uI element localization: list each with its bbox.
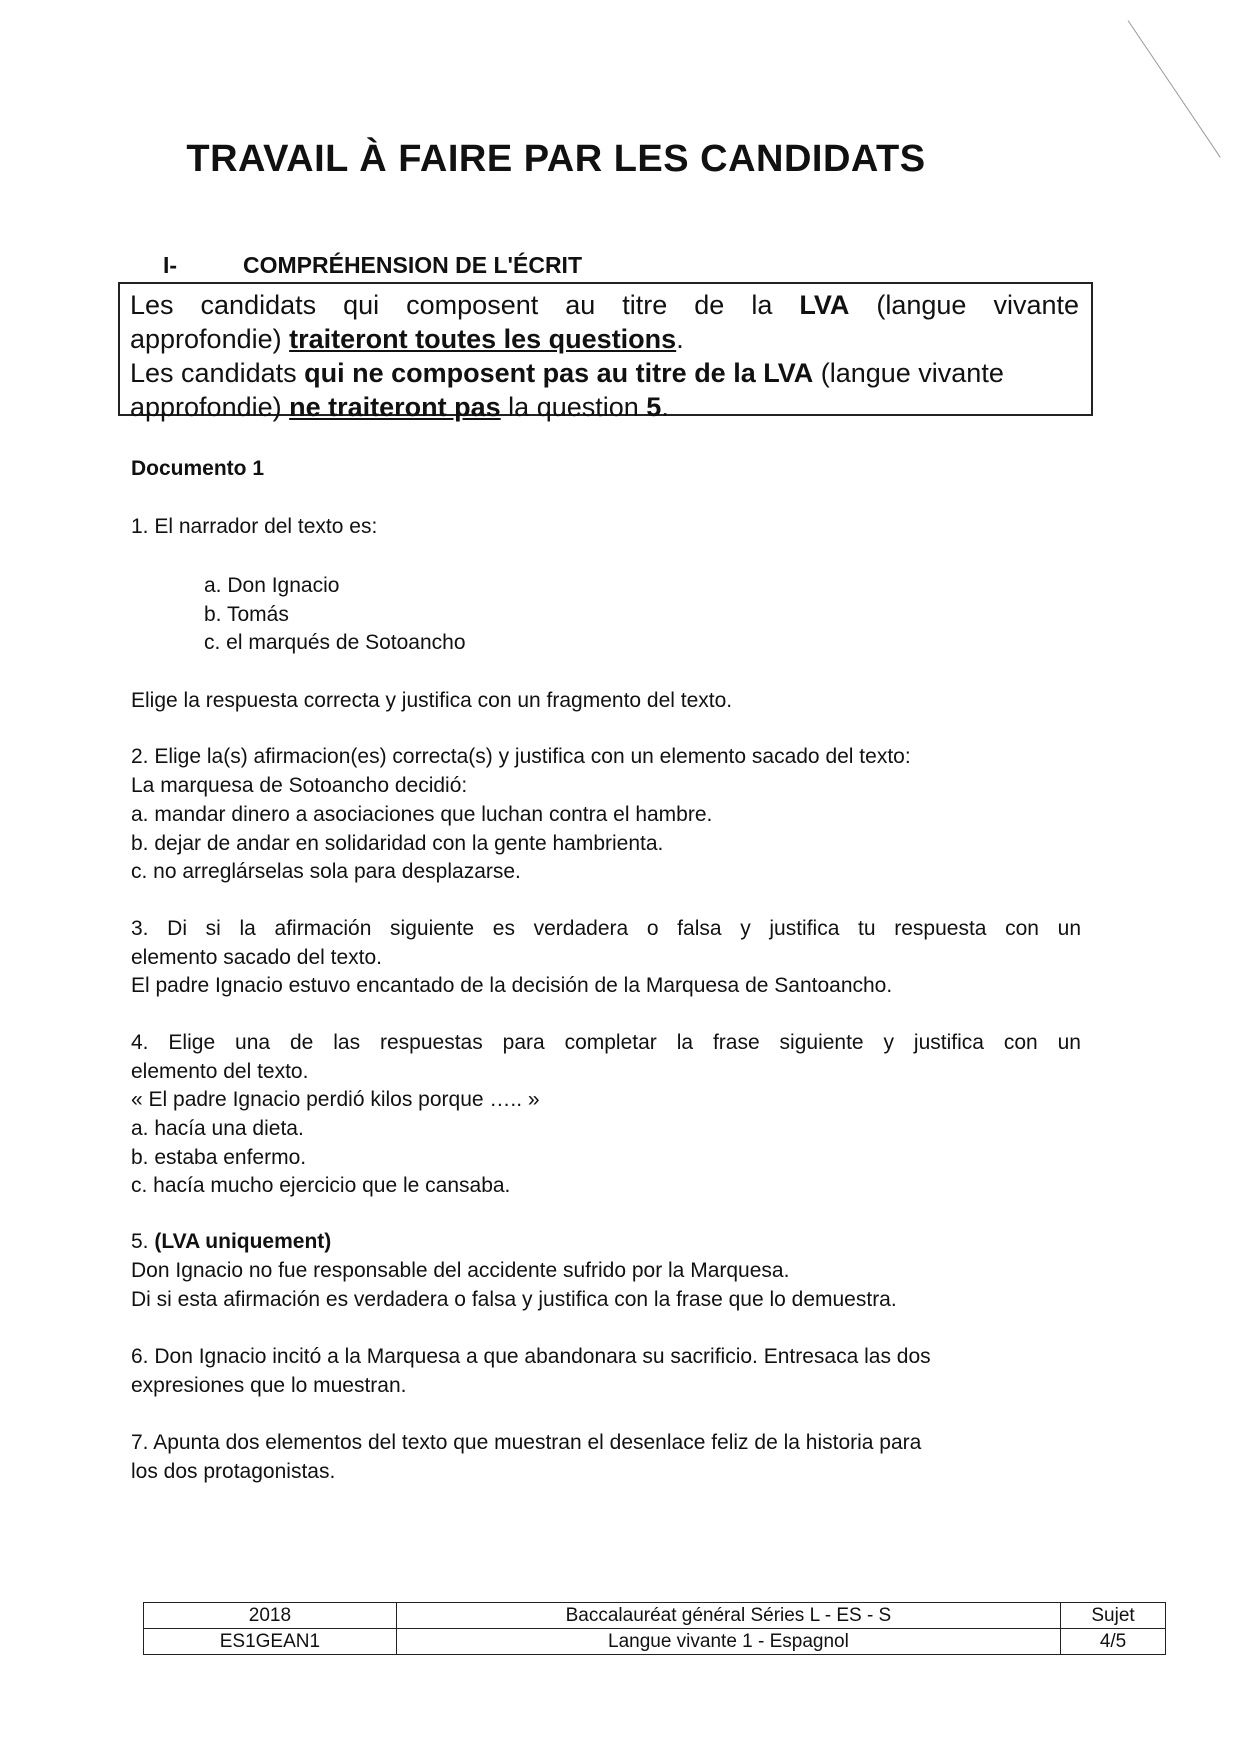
question-1-option-c: c. el marqués de Sotoancho (204, 631, 466, 654)
lva-label: (LVA uniquement) (154, 1230, 332, 1253)
section-number: I- (163, 252, 178, 278)
question-6-line-2: expresiones que lo muestran. (131, 1374, 407, 1397)
question-2-lead: La marquesa de Sotoancho decidió: (131, 774, 468, 797)
question-1-instruction: Elige la respuesta correcta y justifica con un fragmento del texto. (131, 689, 733, 712)
question-6-line-1: 6. Don Ignacio incitó a la Marquesa a que abandonara su sacrificio. Entresaca las dos (131, 1345, 931, 1368)
question-2: 2. Elige la(s) afirmacion(es) correcta(s) y justifica con un elemento sacado del texto: (131, 745, 911, 768)
question-4-option-c: c. hacía mucho ejercicio que le cansaba. (131, 1174, 511, 1197)
question-4-sentence: « El padre Ignacio perdió kilos porque ….. » (131, 1088, 540, 1111)
notice-line-2: approfondie) traiteront toutes les questions. (130, 324, 684, 354)
footer-table (143, 1602, 1166, 1655)
question-5-line-2: Di si esta afirmación es verdadera o falsa y justifica con la frase que lo demuestra. (131, 1288, 897, 1311)
footer-row (144, 1603, 1166, 1629)
footer-row (144, 1629, 1166, 1655)
section-title: COMPRÉHENSION DE L'ÉCRIT (243, 252, 582, 278)
footer-code: ES1GEAN1 (144, 1629, 397, 1655)
question-1-option-a: a. Don Ignacio (204, 574, 340, 597)
footer-exam: Baccalauréat général Séries L - ES - S (396, 1603, 1060, 1629)
question-4-option-b: b. estaba enfermo. (131, 1146, 307, 1169)
question-1-option-b: b. Tomás (204, 603, 289, 626)
footer-page: 4/5 (1061, 1629, 1166, 1655)
notice-line-4: approfondie) ne traiteront pas la question 5. (130, 392, 669, 422)
question-5-line-1: Don Ignacio no fue responsable del accidente sufrido por la Marquesa. (131, 1259, 790, 1282)
notice-line-1: Les candidats qui composent au titre de la LVA (langue vivante (130, 290, 1079, 320)
question-2-option-c: c. no arreglárselas sola para desplazarse. (131, 860, 521, 883)
question-3-statement: El padre Ignacio estuvo encantado de la decisión de la Marquesa de Santoancho. (131, 974, 893, 997)
page-title: TRAVAIL À FAIRE PAR LES CANDIDATS (186, 138, 926, 180)
question-4-line-1: 4. Elige una de las respuestas para completar la frase siguiente y justifica con un (131, 1031, 1081, 1054)
footer-subject: Langue vivante 1 - Espagnol (396, 1629, 1060, 1655)
question-2-option-a: a. mandar dinero a asociaciones que luchan contra el hambre. (131, 803, 713, 826)
question-4-option-a: a. hacía una dieta. (131, 1117, 304, 1140)
question-3-line-1: 3. Di si la afirmación siguiente es verdadera o falsa y justifica tu respuesta con un (131, 917, 1081, 940)
scan-mark (1128, 20, 1221, 157)
question-7-line-1: 7. Apunta dos elementos del texto que muestran el desenlace feliz de la historia para (131, 1431, 922, 1454)
footer-year: 2018 (144, 1603, 397, 1629)
question-3-line-2: elemento sacado del texto. (131, 946, 382, 969)
question-7-line-2: los dos protagonistas. (131, 1460, 336, 1483)
footer-sujet: Sujet (1061, 1603, 1166, 1629)
notice-line-3: Les candidats qui ne composent pas au titre de la LVA (langue vivante (130, 358, 1004, 388)
lva-notice-box (118, 282, 1093, 422)
question-4-line-2: elemento del texto. (131, 1060, 309, 1083)
question-1: 1. El narrador del texto es: (131, 515, 378, 538)
question-5-header: 5. (LVA uniquement) (131, 1230, 332, 1253)
document-title: Documento 1 (131, 457, 265, 480)
question-2-option-b: b. dejar de andar en solidaridad con la gente hambrienta. (131, 832, 664, 855)
